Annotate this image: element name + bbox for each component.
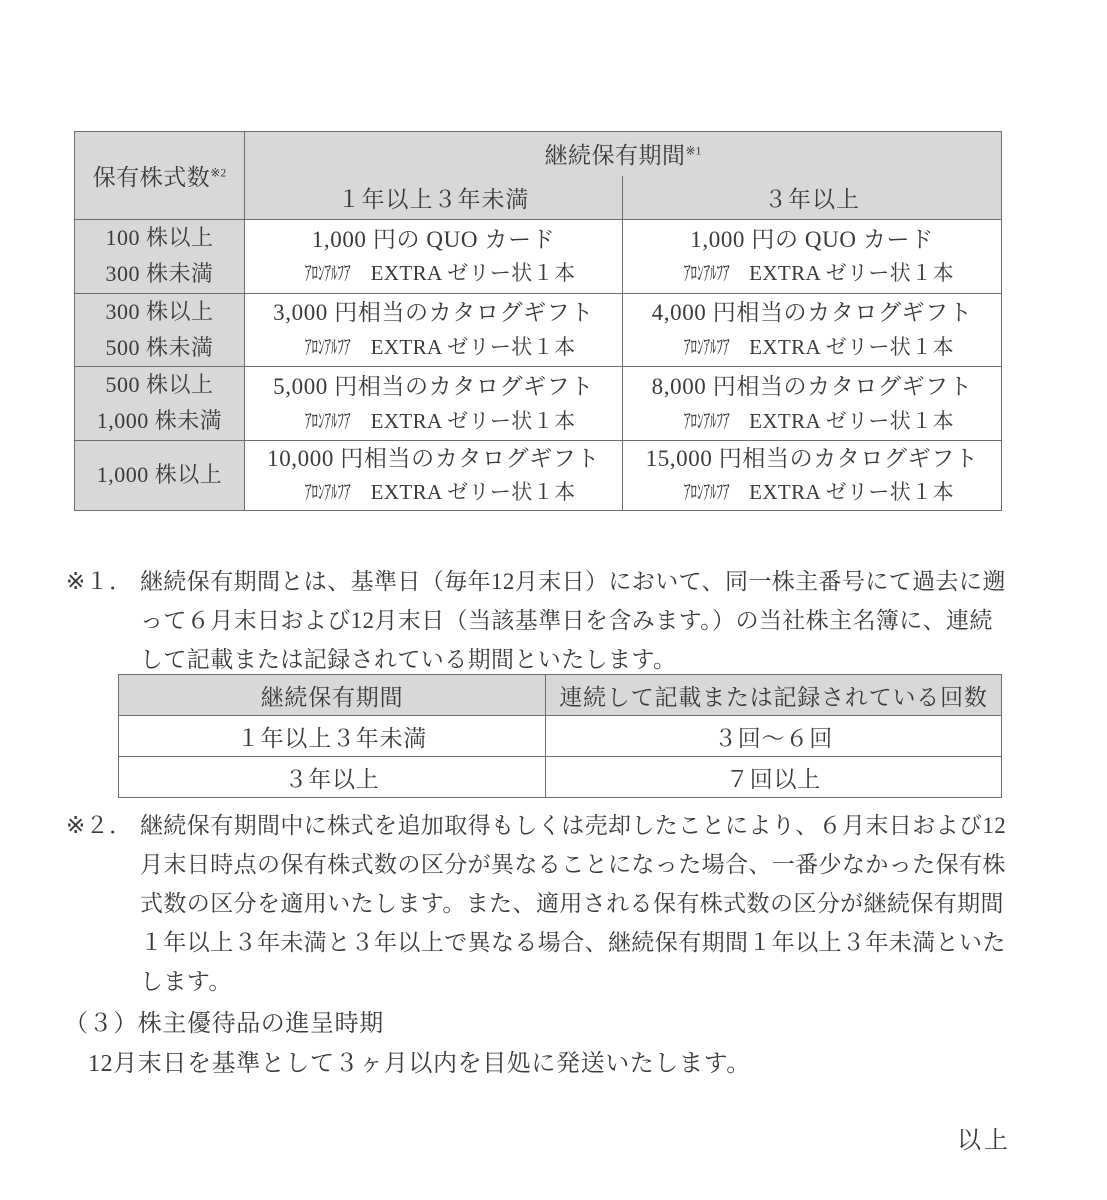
gift-sub-text [245,257,622,291]
gift-sub-rest: EXTRA ゼリー状１本 [743,408,955,433]
benefit-table-row [75,440,1002,510]
gift-sub-kana: ｱﾛﾝｱﾙﾌｱ [683,261,730,286]
gift-sub-text [623,405,1001,439]
gift-cell-3yplus [623,367,1002,441]
gift-sub-text [245,476,622,510]
header-period-sup: ※1 [685,143,702,158]
section-3-body: 12月末日を基準として３ヶ月以内を目処に発送いたします。 [88,1051,751,1077]
footnote-1-text: 継続保有期間とは、基準日（毎年12月末日）において、同一株主番号にて過去に遡って６月末日および12月末日（当該基準日を含みます。）の当社株主名簿に、連続して記載または記録されている期間といたします。 [140,569,1006,672]
closing-text: 以上 [957,1128,1011,1154]
shares-range-line-1: 1,000 株以上 [96,462,223,488]
gift-sub-kana: ｱﾛﾝｱﾙﾌｱ [683,480,730,505]
gift-main-text: 15,000 円相当のカタログギフト [645,445,979,471]
shares-range-line-1: 300 株以上 [105,298,214,324]
gift-sub-kana: ｱﾛﾝｱﾙﾌｱ [305,334,352,359]
count-cell: ３回～６回 [546,716,1002,757]
header-period-label: 継続保有期間 [544,143,686,169]
gift-main-text: 1,000 円の QUO カード [690,226,934,252]
period-table-row [119,716,1002,757]
shares-range-line-2: 500 株未満 [105,334,214,360]
gift-sub-text [245,331,622,365]
gift-sub-text [623,257,1001,291]
period-cell: １年以上３年未満 [119,716,546,757]
gift-sub-rest: EXTRA ゼリー状１本 [364,334,576,359]
gift-sub-kana: ｱﾛﾝｱﾙﾌｱ [305,480,352,505]
header-shares-label: 保有株式数 [92,165,211,190]
gift-sub-kana: ｱﾛﾝｱﾙﾌｱ [683,408,730,433]
shares-range-cell [75,220,245,294]
gift-sub-rest: EXTRA ゼリー状１本 [743,261,955,286]
header-period-col-1: １年以上３年未満 [245,176,623,220]
header-period-span-cell [245,132,1002,176]
holding-period-count-table [118,674,1002,798]
footnote-2-text: 継続保有期間中に株式を追加取得もしくは売却したことにより、６月末日および12月末日時点の保有株式数の区分が異なることになった場合、一番少なかった保有株式数の区分を適用いたします。また、適用される保有株式数の区分が継続保有期間１年以上３年未満と３年以上で異なる場合、継続保有期間１年以上３年未満といたします。 [140,813,1007,994]
footnote-1 [66,562,1016,679]
gift-main-text: 8,000 円相当のカタログギフト [651,373,973,399]
gift-main-text: 10,000 円相当のカタログギフト [267,445,600,471]
gift-sub-rest: EXTRA ゼリー状１本 [743,334,955,359]
header-shares-cell [75,132,245,220]
section-3-heading: （３）株主優待品の進呈時期 [64,1011,384,1037]
period-cell: ３年以上 [119,757,546,798]
gift-sub-text [623,331,1001,365]
shares-range-cell [75,440,245,510]
gift-sub-rest: EXTRA ゼリー状１本 [743,480,955,505]
shareholder-benefit-table [74,131,1002,511]
gift-sub-text [245,405,622,439]
shares-range-line-1: 500 株以上 [105,372,214,398]
gift-cell-3yplus [623,440,1002,510]
gift-sub-rest: EXTRA ゼリー状１本 [364,408,576,433]
period-header-col-2: 連続して記載または記録されている回数 [546,675,1002,716]
footnote-2 [66,806,1016,1001]
gift-sub-kana: ｱﾛﾝｱﾙﾌｱ [305,261,352,286]
gift-cell-1y3y [245,293,623,367]
gift-sub-rest: EXTRA ゼリー状１本 [364,261,576,286]
period-header-col-1: 継続保有期間 [119,675,546,716]
footnote-2-marker: ※２． [66,813,133,838]
gift-main-text: 3,000 円相当のカタログギフト [273,300,594,326]
shares-range-cell [75,293,245,367]
benefit-table-header-row-1 [75,132,1002,176]
count-cell: ７回以上 [546,757,1002,798]
benefit-table-row [75,293,1002,367]
gift-cell-1y3y [245,220,623,294]
gift-main-text: 4,000 円相当のカタログギフト [651,300,973,326]
gift-sub-kana: ｱﾛﾝｱﾙﾌｱ [305,408,352,433]
header-period-col-2: ３年以上 [623,176,1002,220]
gift-cell-3yplus [623,220,1002,294]
gift-main-text: 1,000 円の QUO カード [311,226,556,252]
shares-range-line-2: 1,000 株未満 [96,408,223,434]
benefit-table-row [75,220,1002,294]
gift-cell-1y3y [245,440,623,510]
footnote-1-marker: ※１． [66,569,133,594]
benefit-table-row [75,367,1002,441]
shares-range-line-1: 100 株以上 [105,225,214,250]
shares-range-line-2: 300 株未満 [105,261,214,287]
shares-range-cell [75,367,245,441]
gift-sub-rest: EXTRA ゼリー状１本 [364,480,576,505]
gift-sub-kana: ｱﾛﾝｱﾙﾌｱ [683,334,730,359]
period-table-header-row [119,675,1002,716]
header-shares-sup: ※2 [210,165,227,180]
gift-main-text: 5,000 円相当のカタログギフト [273,373,594,399]
gift-cell-3yplus [623,293,1002,367]
section-3-block [64,1004,751,1084]
gift-cell-1y3y [245,367,623,441]
gift-sub-text [623,476,1001,510]
period-table-row [119,757,1002,798]
